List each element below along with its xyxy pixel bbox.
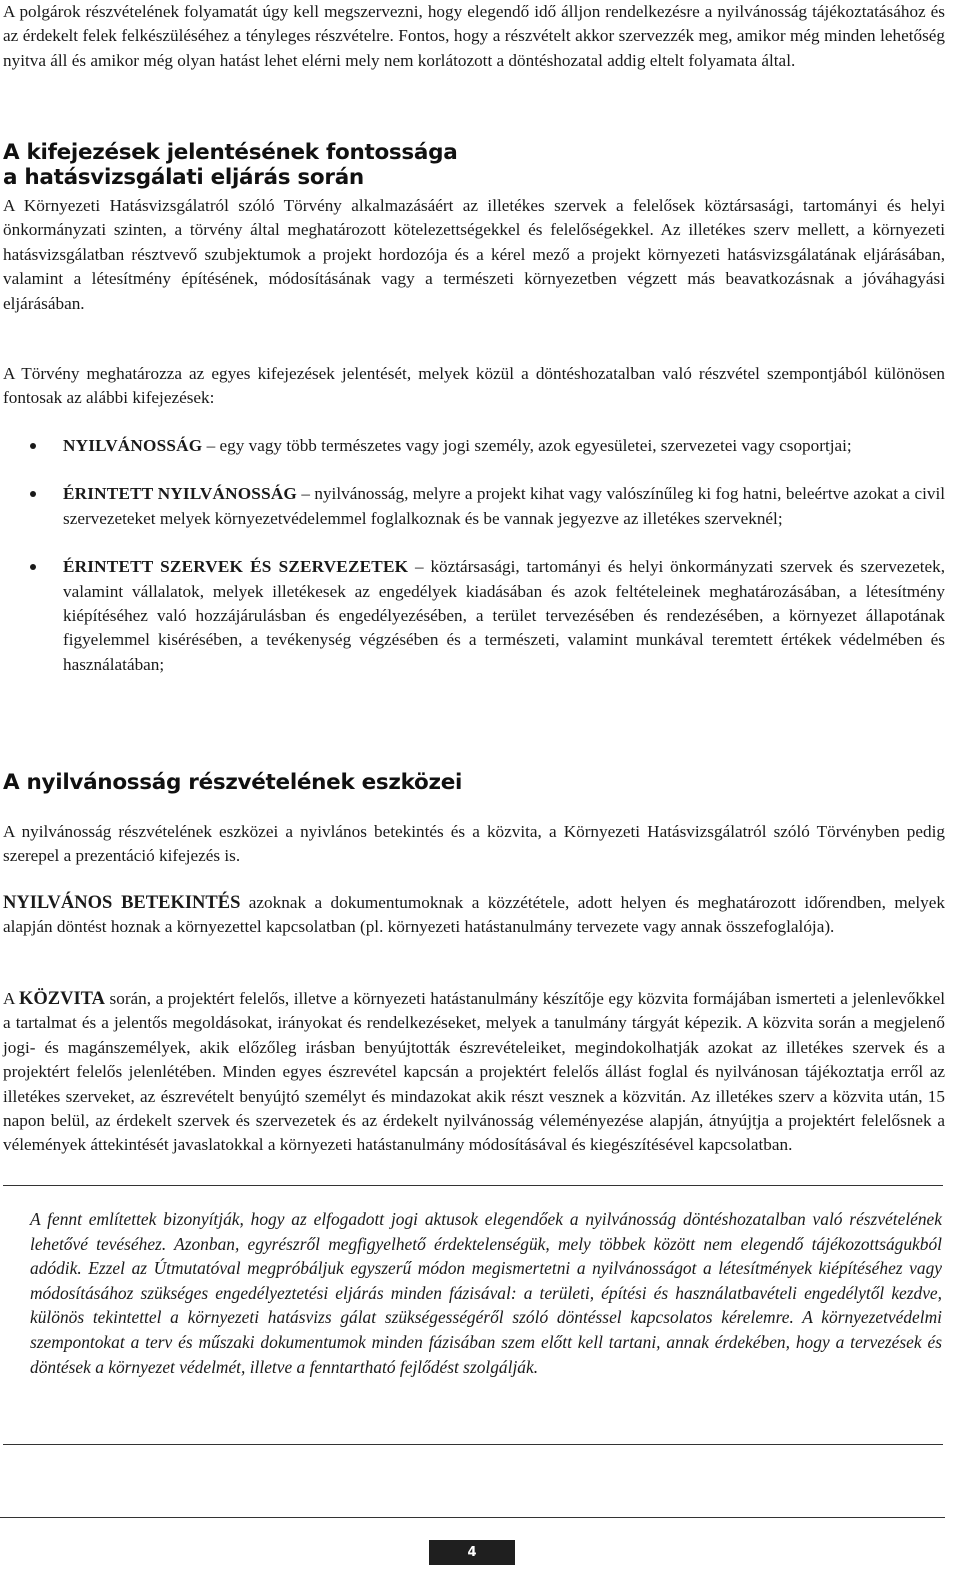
definitions-intro-paragraph: A Törvény meghatározza az egyes kifejezések jelentését, melyek közül a döntéshozatalban való részvétel szempontjából különösen fontosak az alábbi kifejezések:	[3, 364, 945, 408]
intro-paragraph: A polgárok részvételének folyamatát úgy kell megszervezni, hogy elegendő idő álljon rendelkezésre a nyilvánosság tájékoztatásához és az érdekelt felek felkészüléséhez a tényleges részvételre. Fontos, hogy a részvételt akkor szervezzék meg, amikor még minden lehetőség nyitva áll és amikor még olyan hatást lehet elérni mely nem korlátozott a döntéshozatal addig eltelt folyamata által.	[3, 2, 945, 70]
term-definition: – köztársasági, tartományi és helyi önkormányzati szervek és szervezetek, valamint vállalatok, melyek illetékesek az engedélyek kiadásában és azok feltételeinek meghatározásában, a létesítmény kiépítéséhez való hozzájárulásban és engedélyezésében, a terület tervezésében és rendezésében, a környezet állapotának figyelemmel kisérésében, a tevékenység végzésében és a természeti, valamint munkával teremtett értékek védelmében és használatában;	[63, 557, 945, 674]
term-name: ÉRINTETT NYILVÁNOSSÁG	[63, 484, 298, 504]
page-number: 4	[429, 1540, 515, 1565]
definition-text	[63, 434, 945, 458]
list-item	[0, 482, 945, 531]
section-heading-terms	[3, 140, 703, 190]
quote-bottom-divider	[3, 1444, 943, 1445]
term-definition: – nyilvánosság, melyre a projekt kihat vagy valószínűleg ki fog hatni, beleértve azokat a civil szervezeteket melyek környezetvédelemmel foglalkoznak és be vannak jegyezve az illetékes szerveknél;	[63, 484, 945, 528]
bullet-icon	[30, 564, 36, 570]
section-heading-tools: A nyilvánosság részvételének eszközei	[3, 770, 463, 795]
public-debate-term: KÖZVITA	[19, 989, 106, 1009]
list-item	[0, 434, 945, 458]
public-debate-paragraph	[3, 987, 945, 1158]
list-item	[0, 555, 945, 677]
public-inspection-term: NYILVÁNOS BETEKINTÉS	[3, 893, 241, 913]
competent-authority-paragraph: A Környezeti Hatásvizsgálatról szóló Törvény alkalmazásáért az illetékes szervek a felelősek köztársasági, tartományi és helyi önkormányzati szinten, a törvény által meghatározott kötelezettségekkel és felelőségekkel. Az illetékes szerv mellett, a környezeti hatásvizsgálatban résztvevő szubjektumok a projekt hordozója és a kérel mező a projekt környezeti hatásvizsgálatának eljárásában, valamint a létesítmény építésének, módosításának vagy a természeti környezetben végzett más beavatkozásnak a jóváhagyási eljárásában.	[3, 196, 945, 313]
definition-text	[63, 482, 945, 531]
tools-intro-paragraph: A nyilvánosság részvételének eszközei a nyivlános betekintés és a közvita, a Környezeti Hatásvizsgálatról szóló Törvényben pedig szerepel a prezentáció kifejezés is.	[3, 822, 945, 866]
section-heading-line-1: A kifejezések jelentésének fontossága	[3, 140, 458, 165]
footer-divider	[0, 1517, 945, 1518]
bullet-icon	[30, 443, 36, 449]
public-inspection-definition: azoknak a dokumentumoknak a közzététele, adott helyen és meghatározott időrendben, melyek alapján döntést hoznak a környezettel kapcsolatban (pl. környezeti hatástanulmány tervezete vagy annak összefoglalója).	[3, 893, 945, 937]
term-name: NYILVÁNOSSÁG	[63, 436, 203, 455]
bullet-icon	[30, 491, 36, 497]
term-name: ÉRINTETT SZERVEK ÉS SZERVEZETEK	[63, 557, 409, 577]
quote-top-divider	[3, 1185, 943, 1186]
term-definition: – egy vagy több természetes vagy jogi személy, azok egyesületei, szervezetei vagy csoportjai;	[202, 436, 852, 455]
summary-quote: A fennt említettek bizonyítják, hogy az elfogadott jogi aktusok elegendőek a nyilvánosság döntéshozatalban való részvételének lehetővé tevéséhez. Azonban, egyrészről megfigyelhető érdektelenségük, mely többek között nem elegendő tájékozottságukból adódik. Ezzel az Útmutatóval megpróbáljuk egyszerű módon megismertetni a nyilvánosságot a létesítmények kiépítéséhez vagy módosításához szükséges engedélyeztetési eljárás minden fázisával: a területi, építési és használatbavételi engedélytől kezdve, különös tekintettel a környezeti hatásvizs gálat szükségességéről szóló döntéssel kapcsolatos kérelemre. A környezetvédelmi szempontokat a terv és műszaki dokumentumok minden fázisában szem előtt kell tartani, annak érdekében, hogy a tervezések és döntések a környezet védelmét, illetve a fenntartható fejlődést szolgálják.	[30, 1209, 942, 1377]
section-heading-line-2: a hatásvizsgálati eljárás során	[3, 165, 364, 190]
definitions-list	[0, 434, 945, 701]
public-debate-definition: során, a projektért felelős, illetve a környezeti hatástanulmány készítője egy közvita formájában ismerteti a jelenlevőkkel a tartalmat és a jelentős megoldásokat, irányokat és rendelkezéseket, melyek a tanulmány tárgyát képezik. A közvita során a megjelenő jogi- és magánszemélyek, akik előzőleg irásban benyújtották észrevételeiket, megindokolhatják azokat az illetékes szervek és a projektért felelős jelenlétében. Minden egyes észrevétel kapcsán a projektért felelős állást foglal és nyilvánosan tájékoztatja erről az illetékes szerveket, az észrevételt benyújtó személyt és mindazokat akik részt vesznek a közvitán. Az illetékes szerv a közvita után, 15 napon belül, az érdekelt szervek és szervezetek és az érdekelt nyilvánosság véleményezése alapján, átnyújtja a projektért felelősnek a vélemények áttekintését javaslatokkal a környezeti hatástanulmány módosításával és kiegészítésével kapcsolatban.	[3, 989, 945, 1155]
definition-text	[63, 555, 945, 677]
public-inspection-paragraph	[3, 891, 945, 940]
public-debate-prefix: A	[3, 989, 19, 1008]
